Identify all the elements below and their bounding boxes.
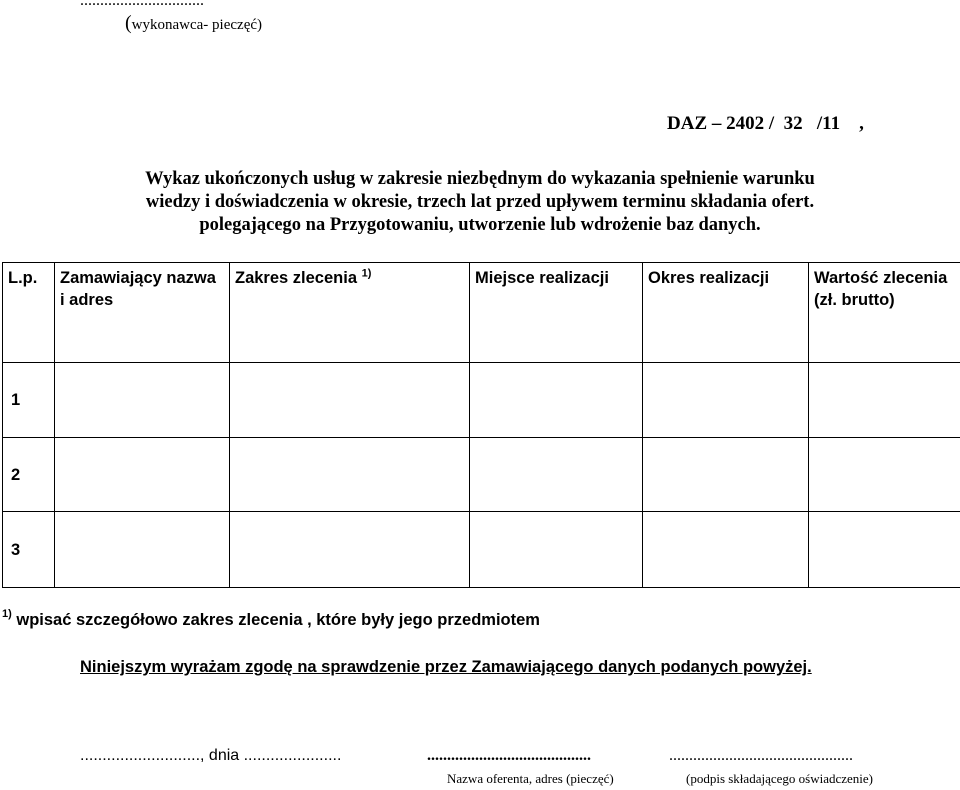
contractor-paren: ( — [125, 12, 132, 34]
row-period-cell[interactable] — [643, 363, 809, 438]
footnote-text: wpisać szczegółowo zakres zlecenia , które były jego przedmiotem — [11, 611, 540, 629]
title-line-2: wiedzy i doświadczenia w okresie, trzech lat przed upływem terminu składania ofert. — [145, 192, 815, 212]
row-lp: 1 — [3, 363, 55, 438]
row-period-cell[interactable] — [643, 438, 809, 512]
row-client-cell[interactable] — [55, 363, 230, 438]
header-scope-text: Zakres zlecenia — [235, 269, 357, 287]
footnote-mark: 1) — [2, 607, 12, 620]
title-line-1: Wykaz ukończonych usług w zakresie niezbędnym do wykazania spełnienie warunku — [145, 169, 815, 189]
title-line-3: polegającego na Przygotowaniu, utworzenie lub wdrożenie baz danych. — [199, 215, 761, 235]
header-value: Wartość zlecenia (zł. brutto) — [809, 263, 960, 363]
row-period-cell[interactable] — [643, 512, 809, 588]
table-header-row — [3, 263, 960, 363]
row-place-cell[interactable] — [470, 363, 643, 438]
contractor-text: wykonawca- pieczęć) — [131, 17, 263, 33]
header-scope — [230, 263, 470, 363]
row-scope-cell[interactable] — [230, 363, 470, 438]
row-lp: 3 — [3, 512, 55, 588]
row-place-cell[interactable] — [470, 438, 643, 512]
header-place: Miejsce realizacji — [470, 263, 643, 363]
header-client: Zamawiający nazwa i adres — [55, 263, 230, 363]
row-place-cell[interactable] — [470, 512, 643, 588]
bidder-signature-line: ......................................... — [427, 747, 591, 764]
contractor-stamp-label — [125, 12, 262, 35]
header-period: Okres realizacji — [643, 263, 809, 363]
row-scope-cell[interactable] — [230, 438, 470, 512]
header-scope-footnote-mark: 1) — [361, 267, 372, 280]
row-value-cell[interactable] — [809, 438, 960, 512]
signatory-signature-label: (podpis składającego oświadczenie) — [686, 771, 873, 786]
table-row — [3, 438, 960, 512]
row-client-cell[interactable] — [55, 438, 230, 512]
row-lp: 2 — [3, 438, 55, 512]
services-table — [2, 262, 960, 588]
reference-number: DAZ – 2402 / 32 /11 , — [667, 113, 864, 134]
place-date-line: ..........................., dnia ...................... — [80, 747, 342, 764]
footnote — [2, 607, 540, 630]
table-row — [3, 363, 960, 438]
bidder-signature-label: Nazwa oferenta, adres (pieczęć) — [447, 771, 614, 786]
row-client-cell[interactable] — [55, 512, 230, 588]
header-lp: L.p. — [3, 263, 55, 363]
table-row — [3, 512, 960, 588]
row-scope-cell[interactable] — [230, 512, 470, 588]
document-title — [0, 168, 960, 237]
top-dotted-line: ............................... — [80, 0, 204, 9]
row-value-cell[interactable] — [809, 512, 960, 588]
row-value-cell[interactable] — [809, 363, 960, 438]
consent-statement: Niniejszym wyrażam zgodę na sprawdzenie przez Zamawiającego danych podanych powyżej. — [80, 658, 812, 676]
signatory-signature-line: .............................................. — [669, 747, 853, 764]
